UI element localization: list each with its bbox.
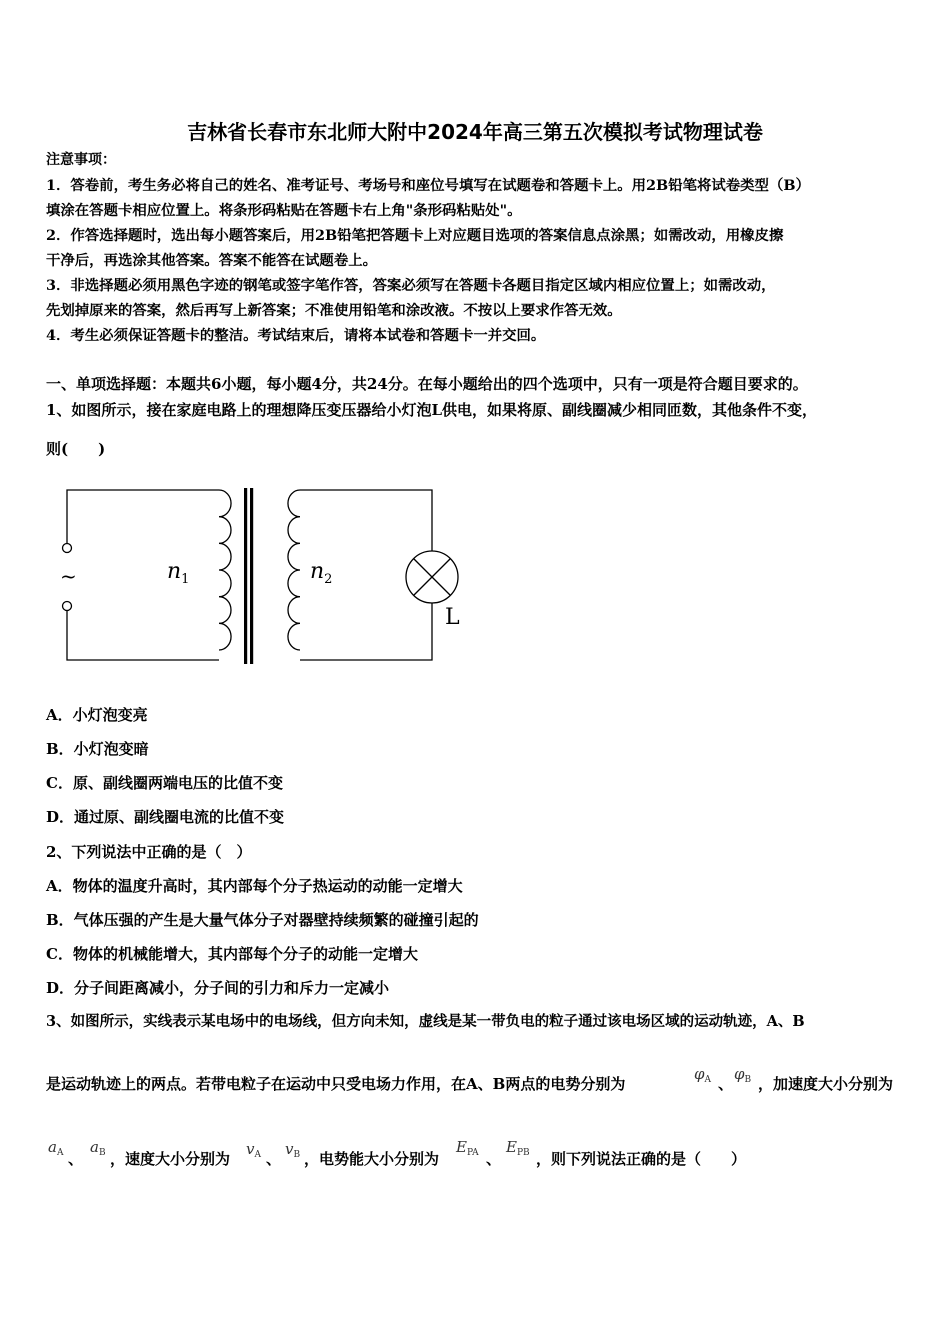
n2-label: $n_2$ [310,559,333,587]
iron-core-right [250,488,253,664]
n1-label: $n_1$ [167,559,190,587]
q2-option-a: A．物体的温度升高时，其内部每个分子热运动的动能一定增大 [46,877,463,895]
iron-core-left [244,488,247,664]
section-heading: 一、单项选择题：本题共6小题，每小题4分，共24分。在每小题给出的四个选项中，只有一项是符合题目要求的。 [46,375,808,393]
terminal-top [63,544,72,553]
notice-line: 填涂在答题卡相应位置上。将条形码粘贴在答题卡右上角"条形码粘贴处"。 [46,202,522,219]
secondary-wire-bottom [300,603,432,660]
q2-option-b: B．气体压强的产生是大量气体分子对器壁持续频繁的碰撞引起的 [46,911,479,929]
separator: 、 [486,1150,502,1168]
q2-option-d: D．分子间距离减小，分子间的引力和斥力一定减小 [46,979,390,997]
separator: 、 [718,1075,734,1093]
q3-stem-line2-end: ，加速度大小分别为 [758,1075,894,1093]
q1-stem-end: 则( ) [46,440,106,458]
page-title: 吉林省长春市东北师大附中2024年高三第五次模拟考试物理试卷 [187,120,763,144]
lamp-label: L [445,605,460,630]
q1-option-c: C．原、副线圈两端电压的比值不变 [46,774,283,792]
primary-wire-top [67,490,219,543]
terminal-bottom [63,602,72,611]
q3-velocity-text: ，速度大小分别为 [110,1150,231,1168]
separator: 、 [68,1150,84,1168]
q1-option-d: D．通过原、副线圈电流的比值不变 [46,808,285,826]
a-a-symbol: $a_A$ [48,1138,64,1158]
q1-option-a: A．小灯泡变亮 [46,706,148,724]
secondary-coil [288,490,300,650]
separator: 、 [266,1150,282,1168]
q3-stem-line2: 是运动轨迹上的两点。若带电粒子在运动中只受电场力作用，在A、B两点的电势分别为 [46,1075,626,1093]
phi-a-symbol: $\varphi_A$ [694,1065,712,1085]
secondary-wire-top [300,490,432,551]
notice-line: 4．考生必须保证答题卡的整洁。考试结束后，请将本试卷和答题卡一并交回。 [46,327,546,344]
notice-line: 干净后，再选涂其他答案。答案不能答在试题卷上。 [46,252,377,269]
q3-stem-line3-end: ，则下列说法正确的是（ ） [536,1150,747,1168]
primary-coil [219,490,231,650]
notice-line: 2．作答选择题时，选出每小题答案后，用2B铅笔把答题卡上对应题目选项的答案信息点涂黑；如需改动，用橡皮擦 [46,227,784,244]
e-pa-symbol: $E_{PA}$ [456,1138,479,1158]
transformer-circuit-figure [40,480,480,680]
q1-stem: 1、如图所示，接在家庭电路上的理想降压变压器给小灯泡L供电，如果将原、副线圈减少相同匝数，其他条件不变， [46,401,817,419]
q2-stem: 2、下列说法中正确的是（ ） [46,843,252,861]
notice-line: 先划掉原来的答案，然后再写上新答案；不准使用铅笔和涂改液。不按以上要求作答无效。 [46,302,622,319]
v-b-symbol: $v_B$ [285,1140,301,1160]
q3-energy-text: ，电势能大小分别为 [304,1150,440,1168]
ac-source-symbol: ~ [60,564,77,588]
v-a-symbol: $v_A$ [246,1140,261,1160]
notice-line: 1．答卷前，考生务必将自己的姓名、准考证号、考场号和座位号填写在试题卷和答题卡上。用2B铅笔将试卷类型（B） [46,177,810,194]
e-pb-symbol: $E_{PB}$ [506,1138,530,1158]
notice-line: 3．非选择题必须用黑色字迹的钢笔或签字笔作答，答案必须写在答题卡各题目指定区域内相应位置上；如需改动， [46,277,776,294]
primary-wire-bottom [67,611,219,660]
q3-stem-line1: 3、如图所示，实线表示某电场中的电场线，但方向未知，虚线是某一带负电的粒子通过该电场区域的运动轨迹，A、B [46,1013,805,1030]
q2-option-c: C．物体的机械能增大，其内部每个分子的动能一定增大 [46,945,418,963]
phi-b-symbol: $\varphi_B$ [734,1065,752,1085]
q1-option-b: B．小灯泡变暗 [46,740,149,758]
a-b-symbol: $a_B$ [90,1138,106,1158]
notice-heading: 注意事项： [46,152,116,168]
